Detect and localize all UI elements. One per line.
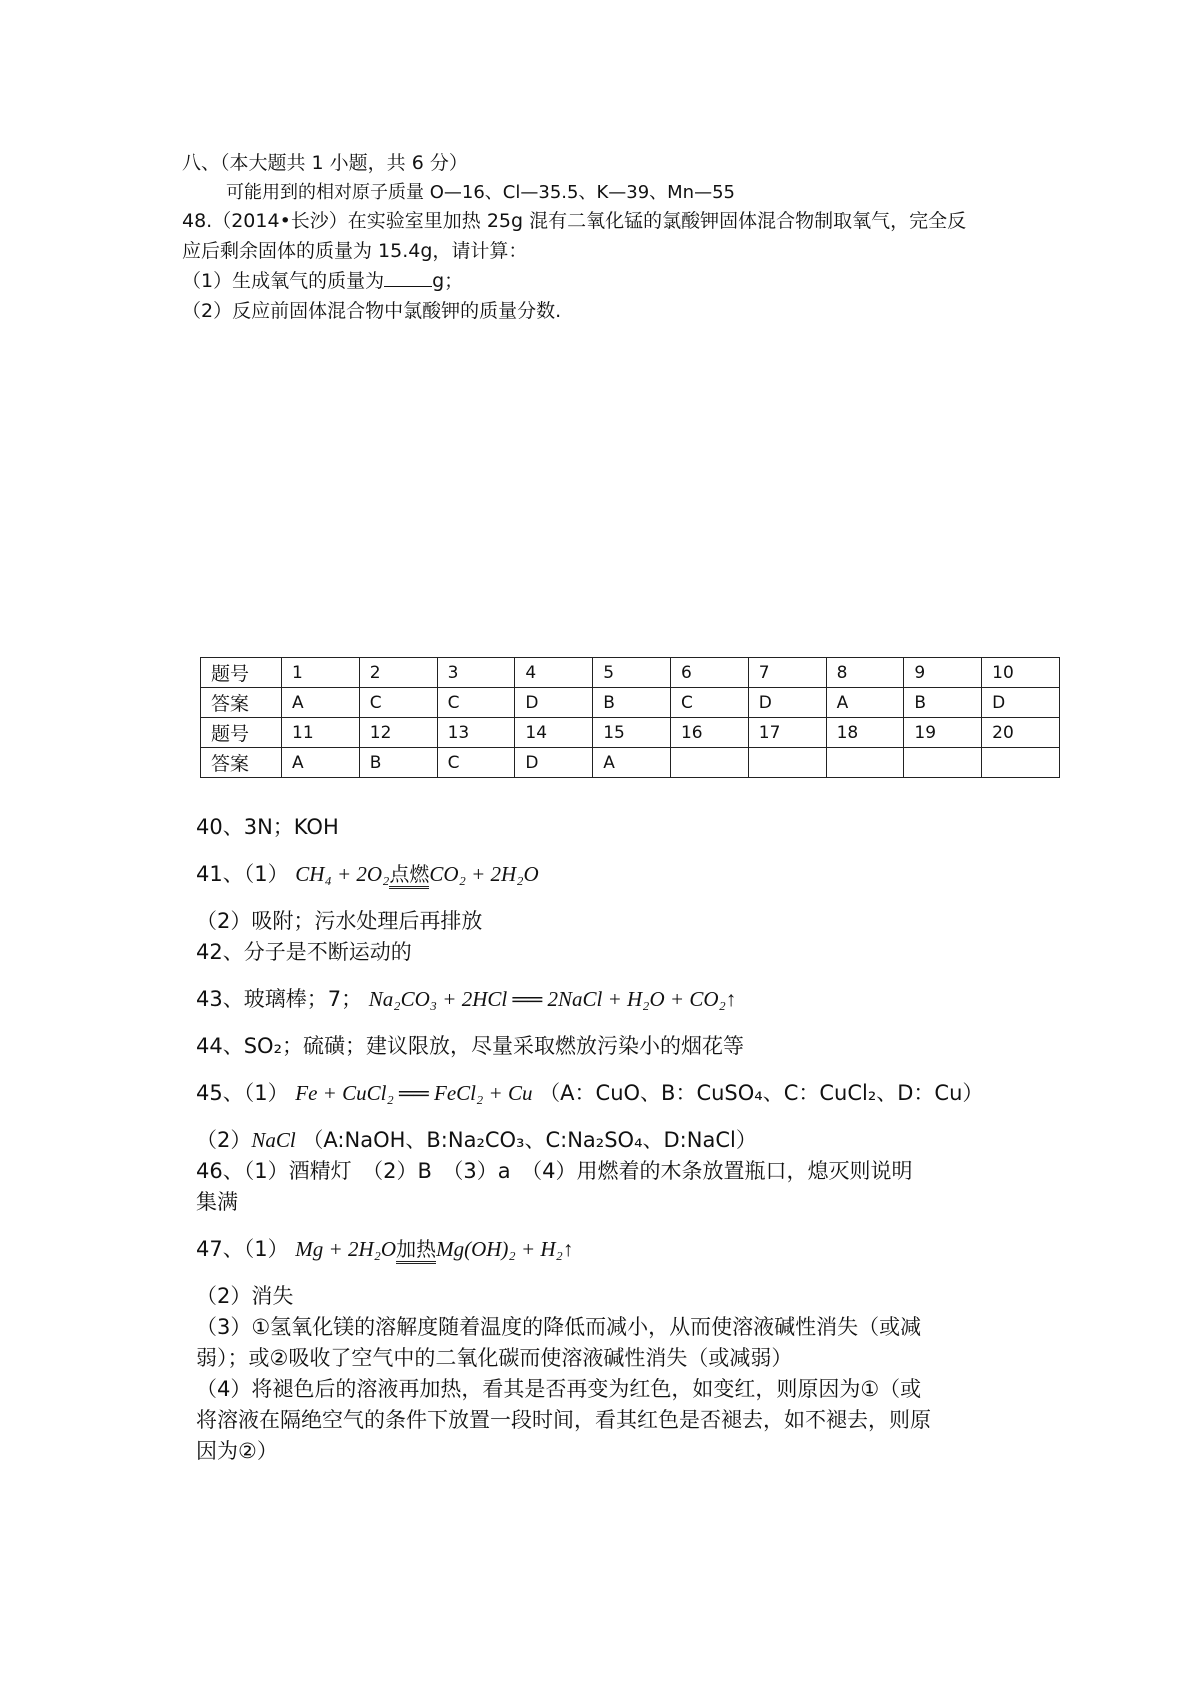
table-cell: 5	[593, 658, 671, 688]
answer-47-1	[196, 1234, 1076, 1265]
answer-45-1	[196, 1078, 1076, 1109]
answer-list	[196, 812, 1076, 1467]
answer-45-note: （A：CuO、B：CuSO₄、C：CuCl₂、D：Cu）	[539, 1081, 984, 1105]
table-cell	[982, 748, 1060, 778]
table-cell: B	[593, 688, 671, 718]
table-row	[201, 748, 1060, 778]
q48-part1	[182, 266, 1042, 296]
answer-47-eq-right: Mg(OH)₂ + H₂↑	[436, 1237, 574, 1261]
table-row	[201, 688, 1060, 718]
table-cell	[904, 748, 982, 778]
answer-47-condition: 加热	[396, 1237, 436, 1264]
table-cell: 7	[748, 658, 826, 688]
answer-46-line1: 46、（1）酒精灯 （2）B （3）a （4）用燃着的木条放置瓶口，熄灭则说明	[196, 1159, 913, 1183]
table-row	[201, 718, 1060, 748]
table-cell: 12	[359, 718, 437, 748]
answer-47-4-line3: 因为②）	[196, 1439, 278, 1463]
table-cell: 3	[437, 658, 515, 688]
answer-45-2-note: （A:NaOH、B:Na₂CO₃、C:Na₂SO₄、D:NaCl）	[302, 1128, 757, 1152]
q48-part1-prefix: （1）生成氧气的质量为	[182, 270, 385, 292]
table-cell: A	[593, 748, 671, 778]
table-cell: C	[670, 688, 748, 718]
answer-41-1	[196, 859, 1076, 890]
answer-47-4-line2: 将溶液在隔绝空气的条件下放置一段时间，看其红色是否褪去，如不褪去，则原	[196, 1408, 931, 1432]
table-cell: D	[515, 688, 593, 718]
q48-part2: （2）反应前固体混合物中氯酸钾的质量分数.	[182, 300, 562, 322]
q48-stem-line2: 应后剩余固体的质量为 15.4g，请计算：	[182, 240, 528, 262]
answer-47-eq-left: Mg + 2H₂O	[295, 1237, 397, 1261]
table-cell	[826, 748, 904, 778]
row-header: 答案	[201, 748, 282, 778]
answer-47-prefix: 47、（1）	[196, 1237, 289, 1261]
table-cell: 19	[904, 718, 982, 748]
table-cell: 8	[826, 658, 904, 688]
table-cell: C	[359, 688, 437, 718]
answer-47-3-line2: 弱）；或②吸收了空气中的二氧化碳而使溶液碱性消失（或减弱）	[196, 1346, 793, 1370]
answer-41-condition: 点燃	[389, 862, 429, 889]
answer-41-eq-right: CO₂ + 2H₂O	[429, 862, 539, 886]
table-row	[201, 658, 1060, 688]
table-cell: 9	[904, 658, 982, 688]
table-cell: A	[282, 748, 360, 778]
answer-45-prefix: 45、（1）	[196, 1081, 289, 1105]
table-cell: D	[515, 748, 593, 778]
table-cell: D	[748, 688, 826, 718]
table-cell: 4	[515, 658, 593, 688]
table-cell: 13	[437, 718, 515, 748]
row-header: 答案	[201, 688, 282, 718]
answer-43	[196, 984, 1076, 1015]
answer-47-3-line1: （3）①氢氧化镁的溶解度随着温度的降低而减小，从而使溶液碱性消失（或减	[196, 1315, 922, 1339]
table-cell: 14	[515, 718, 593, 748]
answer-45-2-eq: NaCl	[251, 1128, 296, 1152]
answer-44: 44、SO₂；硫磺；建议限放，尽量采取燃放污染小的烟花等	[196, 1034, 744, 1058]
table-cell: D	[982, 688, 1060, 718]
table-cell	[748, 748, 826, 778]
question-48	[182, 206, 1042, 326]
q48-part1-unit: g；	[432, 270, 464, 292]
answer-table	[200, 657, 1060, 778]
answer-47-4-line1: （4）将褪色后的溶液再加热，看其是否再变为红色，如变红，则原因为①（或	[196, 1377, 922, 1401]
table-cell: 20	[982, 718, 1060, 748]
relative-atomic-masses: 可能用到的相对原子质量 O—16、Cl—35.5、K—39、Mn—55	[226, 182, 735, 203]
table-cell: A	[282, 688, 360, 718]
table-cell: C	[437, 688, 515, 718]
table-cell: 17	[748, 718, 826, 748]
answer-blank	[384, 268, 432, 287]
answer-45-2-prefix: （2）	[196, 1128, 252, 1152]
table-cell: 15	[593, 718, 671, 748]
answer-42: 42、分子是不断运动的	[196, 940, 412, 964]
table-cell: 18	[826, 718, 904, 748]
table-cell: 11	[282, 718, 360, 748]
table-cell: 1	[282, 658, 360, 688]
answer-40: 40、3N；KOH	[196, 815, 339, 839]
table-cell	[670, 748, 748, 778]
table-cell: B	[904, 688, 982, 718]
table-cell: 10	[982, 658, 1060, 688]
answer-43-equation: Na₂CO₃ + 2HCl ══ 2NaCl + H₂O + CO₂↑	[368, 987, 737, 1011]
table-cell: 16	[670, 718, 748, 748]
answer-45-2	[196, 1125, 1076, 1156]
answer-41-prefix: 41、（1）	[196, 862, 289, 886]
table-cell: B	[359, 748, 437, 778]
answer-45-equation: Fe + CuCl₂ ══ FeCl₂ + Cu	[295, 1081, 533, 1105]
table-cell: 2	[359, 658, 437, 688]
answer-46-line2: 集满	[196, 1190, 238, 1214]
q48-stem-line1: 48.（2014•长沙）在实验室里加热 25g 混有二氧化锰的氯酸钾固体混合物制取氧气，完全反	[182, 210, 967, 232]
answer-47-2: （2）消失	[196, 1284, 294, 1308]
table-cell: C	[437, 748, 515, 778]
table-cell: 6	[670, 658, 748, 688]
table-cell: A	[826, 688, 904, 718]
answer-41-eq-left: CH₄ + 2O₂	[295, 862, 390, 886]
row-header: 题号	[201, 658, 282, 688]
answer-43-prefix: 43、玻璃棒；7；	[196, 987, 363, 1011]
row-header: 题号	[201, 718, 282, 748]
section-title: 八、（本大题共 1 小题，共 6 分）	[182, 152, 468, 174]
answer-41-2: （2）吸附；污水处理后再排放	[196, 909, 483, 933]
